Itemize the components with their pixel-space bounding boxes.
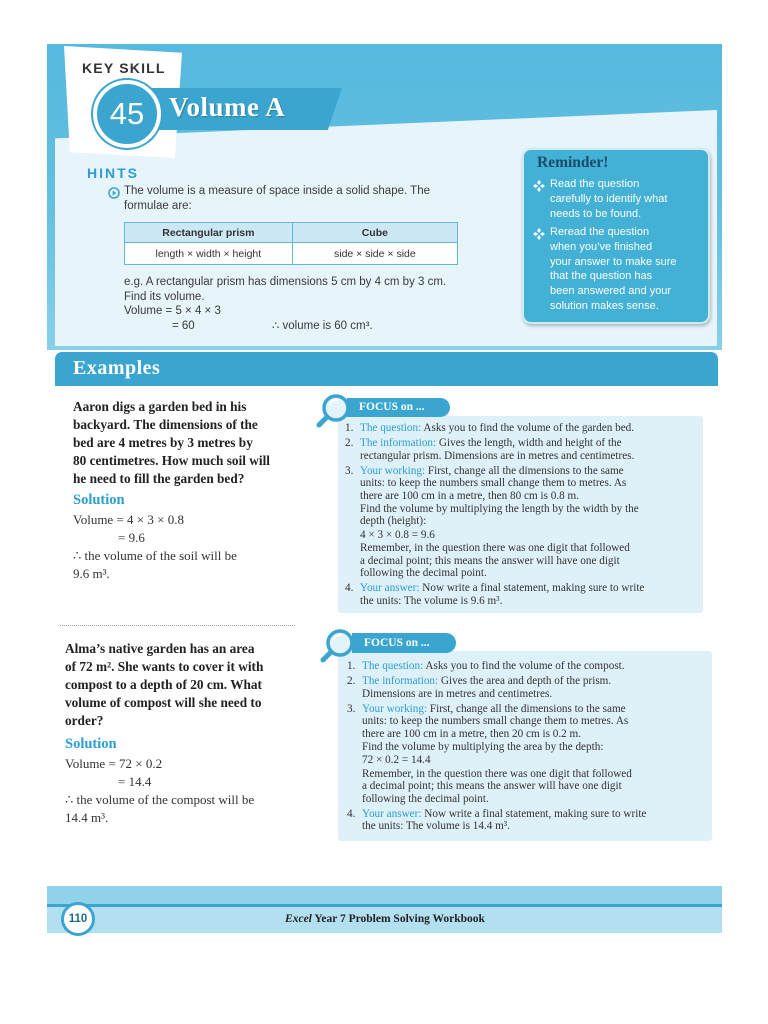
focus-item-text: First, change all the dimensions to the same units: to keep the numbers small change them to metres. As there are 100 cm in a metre, then 80 cm is 0.8 m. bbox=[360, 464, 627, 502]
reminder-item: Read the question carefully to identify what needs to be found. bbox=[550, 178, 668, 220]
table-cell: side × side × side bbox=[292, 243, 457, 265]
hint-working-line: Volume = 5 × 4 × 3 bbox=[124, 305, 221, 317]
focus-item-label: The question: bbox=[362, 660, 424, 672]
focus-item-text: Gives the area and depth of the prism. Dimensions are in metres and centimetres. bbox=[362, 675, 612, 700]
focus-item bbox=[347, 702, 712, 805]
magnifying-glass-icon bbox=[320, 625, 358, 663]
focus-item-number: 3. bbox=[347, 702, 356, 715]
focus-item bbox=[345, 422, 703, 434]
focus-item-paragraph: Find the volume by multiplying the area by the depth: bbox=[362, 741, 604, 754]
focus-item-label: The information: bbox=[362, 675, 439, 688]
example-question: Aaron digs a garden bed in his backyard. The dimensions of the bed are 4 metres by 3 metres by 80 centimetres. How much soil will he need to fill the garden bed? bbox=[73, 399, 270, 486]
solution-working-result: = 9.6 bbox=[118, 530, 145, 545]
solution-working-line: Volume = 72 × 0.2 bbox=[65, 756, 163, 771]
table-cell: length × width × height bbox=[125, 243, 293, 265]
footer-band bbox=[47, 886, 722, 905]
focus-item-calculation: 72 × 0.2 = 14.4 bbox=[362, 754, 431, 767]
page-number: 110 bbox=[68, 913, 88, 925]
focus-box bbox=[338, 416, 703, 613]
circled-arrow-icon bbox=[108, 187, 120, 199]
focus-item-paragraph: Remember, in the question there was one digit that followed a decimal point; this means the answer will have one digit following the decimal point. bbox=[362, 767, 632, 805]
table-row bbox=[125, 243, 458, 265]
solution-heading: Solution bbox=[65, 736, 117, 752]
hint-example-text: e.g. A rectangular prism has dimensions 5 cm by 4 cm by 3 cm. Find its volume. bbox=[124, 276, 447, 303]
focus-item-number: 2. bbox=[347, 675, 356, 688]
focus-item-paragraph: Find the volume by multiplying the length by the width by the depth (height): bbox=[360, 503, 639, 528]
focus-item-label: Your answer: bbox=[360, 582, 420, 595]
page-title: Volume A bbox=[169, 92, 286, 122]
focus-item-text: Now write a final statement, making sure to write the units: The volume is 9.6 m³. bbox=[360, 582, 645, 607]
focus-item-label: The information: bbox=[360, 437, 437, 450]
focus-item-text: Asks you to find the volume of the compost. bbox=[425, 660, 625, 672]
focus-item-paragraph: Remember, in the question there was one digit that followed a decimal point; this means the answer will have one digit following the decimal point. bbox=[360, 542, 630, 580]
four-diamond-bullet-icon bbox=[533, 228, 545, 240]
table-header-cell: Cube bbox=[292, 223, 457, 243]
focus-item bbox=[345, 464, 703, 580]
key-skill-label: KEY SKILL bbox=[82, 60, 166, 76]
hint-text: The volume is a measure of space inside a solid shape. The formulae are: bbox=[124, 185, 430, 212]
solution-heading: Solution bbox=[73, 492, 125, 508]
table-header-cell: Rectangular prism bbox=[125, 223, 293, 243]
example-divider bbox=[60, 625, 295, 626]
focus-item bbox=[347, 660, 712, 672]
skill-number-badge bbox=[93, 80, 161, 148]
solution-working-line: Volume = 4 × 3 × 0.8 bbox=[73, 512, 184, 527]
hints-heading: HINTS bbox=[87, 165, 139, 181]
focus-box bbox=[338, 651, 712, 841]
focus-item-text: Asks you to find the volume of the garden bed. bbox=[423, 422, 635, 434]
solution-conclusion: ∴ the volume of the soil will be 9.6 m³. bbox=[73, 548, 237, 581]
footer-book-title: Year 7 Problem Solving Workbook bbox=[314, 913, 485, 925]
footer-title bbox=[200, 913, 570, 925]
focus-item-number: 4. bbox=[345, 582, 354, 595]
focus-item-number: 1. bbox=[347, 660, 356, 672]
page-number-badge bbox=[61, 902, 95, 936]
hint-conclusion: ∴ volume is 60 cm³. bbox=[272, 320, 373, 332]
focus-item-number: 3. bbox=[345, 464, 354, 477]
focus-item-calculation: 4 × 3 × 0.8 = 9.6 bbox=[360, 528, 435, 541]
focus-item-text: Gives the length, width and height of the rectangular prism. Dimensions are in metres and centimetres. bbox=[360, 437, 635, 462]
focus-item-text: First, change all the dimensions to the same units: to keep the numbers small change them to metres. As there are 100 cm in a metre, then 20 cm is 0.2 m. bbox=[362, 702, 629, 740]
hint-working-result: = 60 bbox=[172, 320, 195, 332]
solution-working-result: = 14.4 bbox=[118, 774, 152, 789]
focus-item-label: Your working: bbox=[360, 464, 426, 477]
focus-tab: FOCUS on ... bbox=[347, 398, 450, 417]
footer-brand: Excel bbox=[285, 913, 312, 925]
focus-item-label: The question: bbox=[360, 422, 422, 434]
solution-conclusion: ∴ the volume of the compost will be 14.4 m³. bbox=[65, 792, 255, 825]
reminder-heading: Reminder! bbox=[537, 154, 609, 171]
focus-item-text: Now write a final statement, making sure to write the units: The volume is 14.4 m³. bbox=[362, 807, 647, 833]
focus-item bbox=[347, 675, 712, 700]
examples-heading: Examples bbox=[73, 357, 161, 379]
focus-item-number: 2. bbox=[345, 437, 354, 450]
focus-item-number: 4. bbox=[347, 807, 356, 820]
focus-item-label: Your answer: bbox=[362, 807, 422, 820]
focus-tab: FOCUS on ... bbox=[352, 633, 456, 653]
focus-item bbox=[345, 437, 703, 462]
skill-number: 45 bbox=[109, 96, 145, 131]
example-question: Alma’s native garden has an area of 72 m². She wants to cover it with compost to a depth of 20 cm. What volume of compost will she need to order? bbox=[65, 641, 264, 728]
focus-item-number: 1. bbox=[345, 422, 354, 434]
reminder-item: Reread the question when you’ve finished your answer to make sure that the question has been answered and your solution makes sense. bbox=[550, 226, 677, 312]
table-header-row bbox=[125, 223, 458, 243]
focus-item bbox=[347, 807, 712, 833]
focus-item bbox=[345, 582, 703, 607]
magnifying-glass-icon bbox=[316, 390, 354, 428]
focus-item-label: Your working: bbox=[362, 702, 428, 715]
four-diamond-bullet-icon bbox=[533, 180, 545, 192]
formula-table bbox=[124, 222, 458, 265]
